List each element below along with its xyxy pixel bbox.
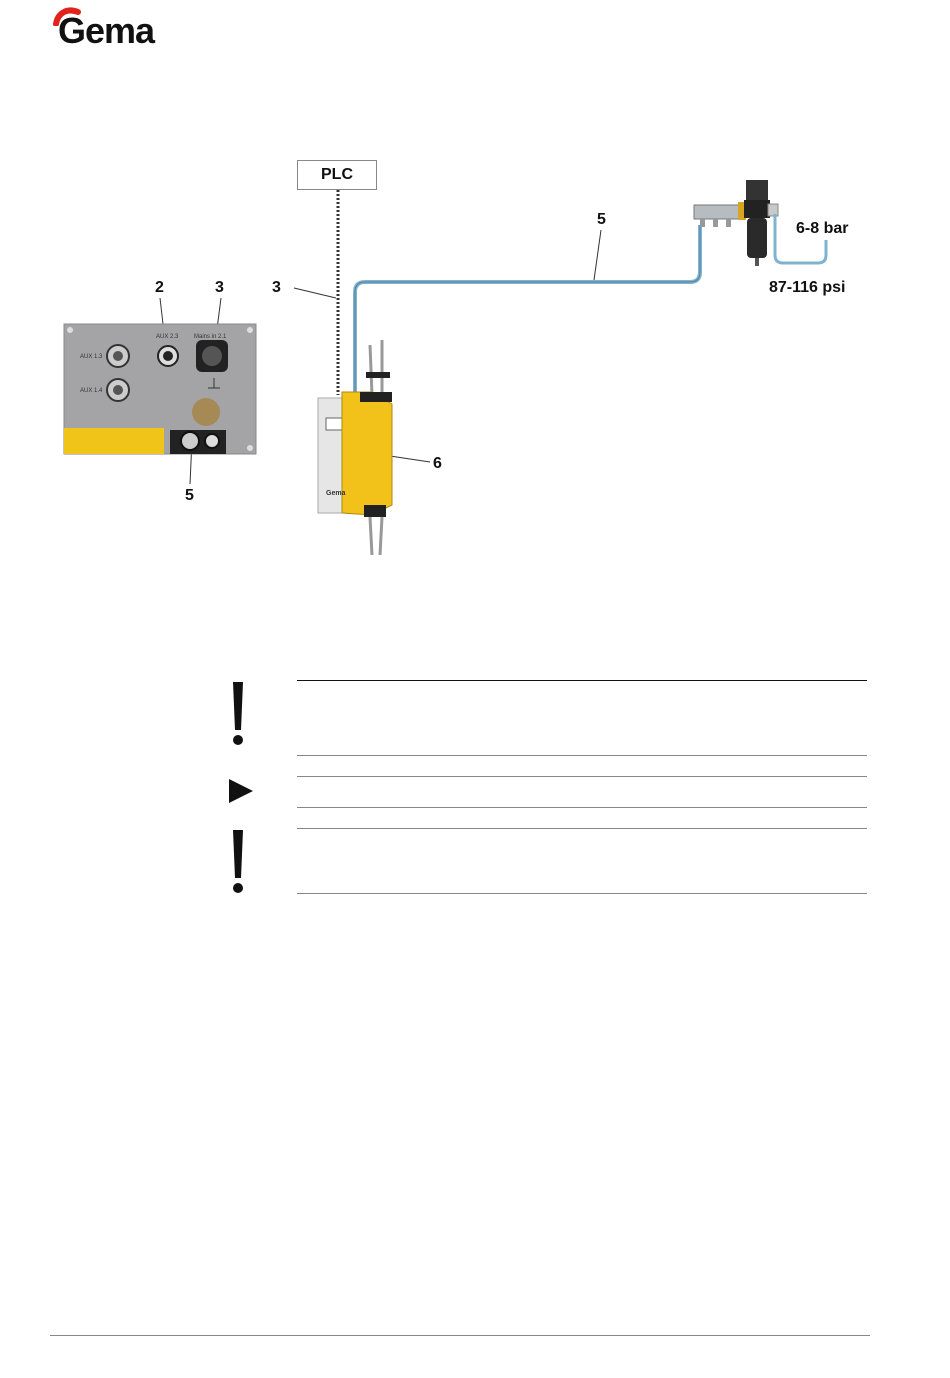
pressure-psi-label: 87-116 psi (769, 279, 846, 296)
leader-3-plc (294, 288, 336, 298)
notice-3-top-rule (297, 828, 867, 829)
connection-diagram (0, 0, 950, 600)
pressure-bar-label: 6-8 bar (796, 220, 849, 237)
filter-regulator (744, 180, 778, 266)
exclamation-icon (226, 680, 250, 746)
callout-6: 6 (433, 455, 442, 472)
callout-5-hose: 5 (597, 211, 606, 228)
leader-6 (390, 456, 430, 462)
panel-label-aux13: AUX 1.3 (80, 354, 103, 360)
diagram-drawing (0, 0, 950, 600)
notice-1-top-rule (297, 680, 867, 681)
leader-5-hose (594, 230, 601, 280)
play-arrow-icon (226, 776, 256, 806)
exclamation-icon (226, 828, 250, 894)
notice-3-bottom-rule (297, 893, 867, 894)
air-hose (355, 225, 700, 400)
notice-2-bottom-rule (297, 807, 867, 808)
footer-rule (50, 1335, 870, 1336)
callout-3-panel: 3 (215, 279, 224, 296)
plc-box: PLC (297, 160, 377, 190)
panel-label-aux23: AUX 2.3 (156, 334, 179, 340)
notice-2-top-rule (297, 776, 867, 777)
device-brand-text: Gema (326, 490, 346, 497)
panel-label-aux14: AUX 1.4 (80, 388, 103, 394)
air-hose-outline (355, 225, 700, 400)
panel-label-main: Mains in 2.1 (194, 334, 227, 340)
notice-1-bottom-rule (297, 755, 867, 756)
callout-2: 2 (155, 279, 164, 296)
callout-5-panel: 5 (185, 487, 194, 504)
air-manifold (694, 202, 746, 227)
logo-text: Gema (58, 10, 155, 51)
callout-3-plc: 3 (272, 279, 281, 296)
